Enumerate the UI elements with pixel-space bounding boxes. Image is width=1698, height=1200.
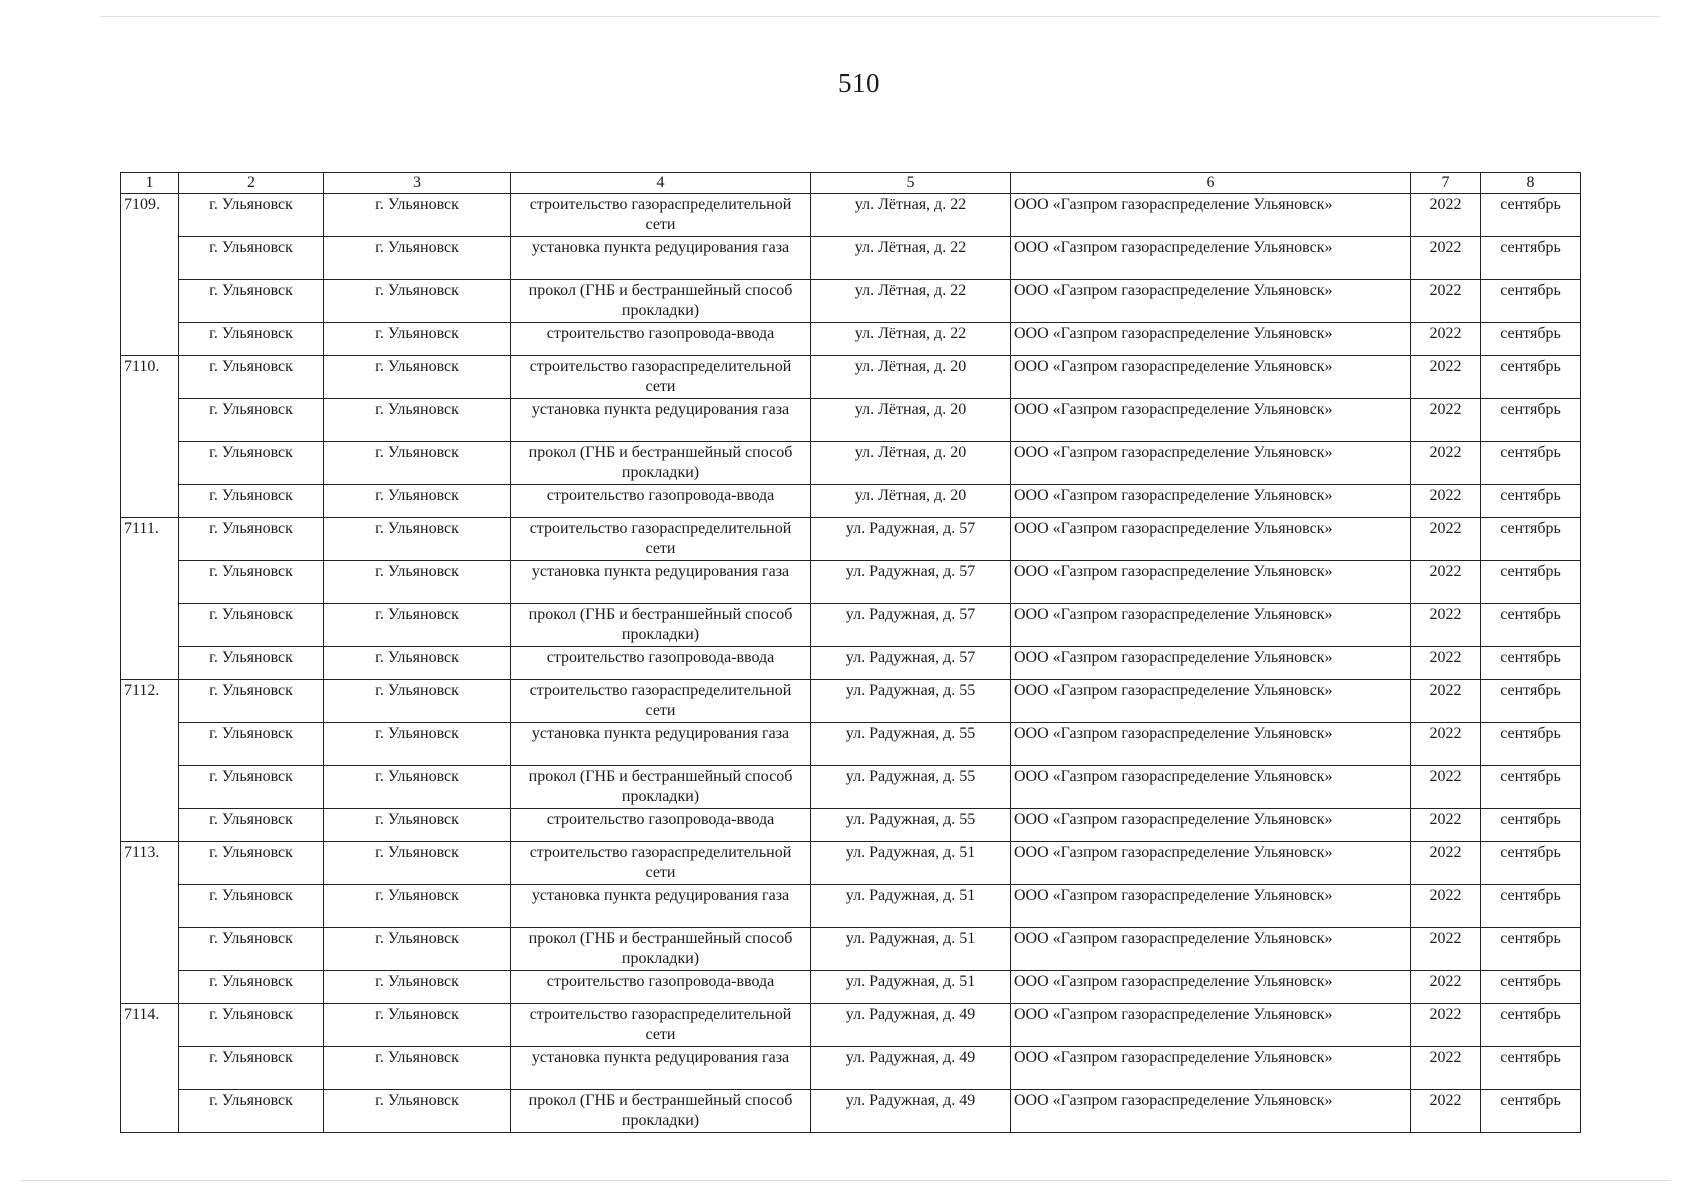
item-number-cell: 7111. bbox=[121, 518, 179, 680]
organization-cell: ООО «Газпром газораспределение Ульяновск» bbox=[1011, 928, 1411, 971]
item-number-cell: 7109. bbox=[121, 194, 179, 356]
month-cell: сентябрь bbox=[1481, 809, 1581, 842]
year-cell: 2022 bbox=[1411, 928, 1481, 971]
municipality-cell: г. Ульяновск bbox=[179, 842, 324, 885]
table-row bbox=[121, 842, 1581, 885]
item-number-cell: 7113. bbox=[121, 842, 179, 1004]
work-type-cell: строительство газопровода-ввода bbox=[511, 485, 811, 518]
municipality-cell: г. Ульяновск bbox=[179, 323, 324, 356]
organization-cell: ООО «Газпром газораспределение Ульяновск» bbox=[1011, 280, 1411, 323]
page-number: 510 bbox=[838, 68, 880, 98]
table-row bbox=[121, 1047, 1581, 1090]
month-cell: сентябрь bbox=[1481, 928, 1581, 971]
municipality-cell: г. Ульяновск bbox=[179, 1004, 324, 1047]
year-cell: 2022 bbox=[1411, 485, 1481, 518]
work-type-cell: прокол (ГНБ и бестраншейный способ прокладки) bbox=[511, 280, 811, 323]
settlement-cell: г. Ульяновск bbox=[324, 604, 511, 647]
work-type-cell: строительство газораспределительной сети bbox=[511, 518, 811, 561]
address-cell: ул. Радужная, д. 49 bbox=[811, 1004, 1011, 1047]
month-cell: сентябрь bbox=[1481, 842, 1581, 885]
organization-cell: ООО «Газпром газораспределение Ульяновск» bbox=[1011, 766, 1411, 809]
work-type-cell: прокол (ГНБ и бестраншейный способ прокладки) bbox=[511, 604, 811, 647]
scan-artifact-bottom-line bbox=[20, 1180, 1670, 1181]
organization-cell: ООО «Газпром газораспределение Ульяновск» bbox=[1011, 561, 1411, 604]
address-cell: ул. Радужная, д. 51 bbox=[811, 885, 1011, 928]
year-cell: 2022 bbox=[1411, 356, 1481, 399]
month-cell: сентябрь bbox=[1481, 356, 1581, 399]
column-header: 2 bbox=[179, 173, 324, 194]
month-cell: сентябрь bbox=[1481, 971, 1581, 1004]
address-cell: ул. Лётная, д. 22 bbox=[811, 194, 1011, 237]
table-row bbox=[121, 356, 1581, 399]
month-cell: сентябрь bbox=[1481, 680, 1581, 723]
month-cell: сентябрь bbox=[1481, 399, 1581, 442]
year-cell: 2022 bbox=[1411, 323, 1481, 356]
table-row bbox=[121, 323, 1581, 356]
year-cell: 2022 bbox=[1411, 842, 1481, 885]
work-type-cell: строительство газопровода-ввода bbox=[511, 647, 811, 680]
organization-cell: ООО «Газпром газораспределение Ульяновск» bbox=[1011, 442, 1411, 485]
table-row bbox=[121, 971, 1581, 1004]
works-schedule-table bbox=[120, 172, 1581, 1133]
organization-cell: ООО «Газпром газораспределение Ульяновск» bbox=[1011, 842, 1411, 885]
work-type-cell: прокол (ГНБ и бестраншейный способ прокладки) bbox=[511, 442, 811, 485]
organization-cell: ООО «Газпром газораспределение Ульяновск» bbox=[1011, 647, 1411, 680]
year-cell: 2022 bbox=[1411, 280, 1481, 323]
table-row bbox=[121, 237, 1581, 280]
table-row bbox=[121, 518, 1581, 561]
address-cell: ул. Лётная, д. 22 bbox=[811, 280, 1011, 323]
scan-artifact-top-line bbox=[100, 16, 1660, 17]
address-cell: ул. Радужная, д. 55 bbox=[811, 723, 1011, 766]
work-type-cell: установка пункта редуцирования газа bbox=[511, 399, 811, 442]
table-row bbox=[121, 647, 1581, 680]
year-cell: 2022 bbox=[1411, 442, 1481, 485]
work-type-cell: установка пункта редуцирования газа bbox=[511, 885, 811, 928]
municipality-cell: г. Ульяновск bbox=[179, 809, 324, 842]
table-row bbox=[121, 928, 1581, 971]
settlement-cell: г. Ульяновск bbox=[324, 399, 511, 442]
month-cell: сентябрь bbox=[1481, 647, 1581, 680]
settlement-cell: г. Ульяновск bbox=[324, 842, 511, 885]
organization-cell: ООО «Газпром газораспределение Ульяновск» bbox=[1011, 809, 1411, 842]
year-cell: 2022 bbox=[1411, 723, 1481, 766]
table-row bbox=[121, 809, 1581, 842]
work-type-cell: строительство газораспределительной сети bbox=[511, 356, 811, 399]
address-cell: ул. Лётная, д. 22 bbox=[811, 323, 1011, 356]
column-header: 5 bbox=[811, 173, 1011, 194]
organization-cell: ООО «Газпром газораспределение Ульяновск» bbox=[1011, 604, 1411, 647]
year-cell: 2022 bbox=[1411, 885, 1481, 928]
settlement-cell: г. Ульяновск bbox=[324, 518, 511, 561]
address-cell: ул. Радужная, д. 51 bbox=[811, 971, 1011, 1004]
table-row bbox=[121, 561, 1581, 604]
municipality-cell: г. Ульяновск bbox=[179, 518, 324, 561]
column-header: 8 bbox=[1481, 173, 1581, 194]
year-cell: 2022 bbox=[1411, 647, 1481, 680]
settlement-cell: г. Ульяновск bbox=[324, 1047, 511, 1090]
settlement-cell: г. Ульяновск bbox=[324, 809, 511, 842]
address-cell: ул. Радужная, д. 55 bbox=[811, 680, 1011, 723]
address-cell: ул. Радужная, д. 49 bbox=[811, 1090, 1011, 1133]
municipality-cell: г. Ульяновск bbox=[179, 1047, 324, 1090]
organization-cell: ООО «Газпром газораспределение Ульяновск» bbox=[1011, 1090, 1411, 1133]
settlement-cell: г. Ульяновск bbox=[324, 323, 511, 356]
year-cell: 2022 bbox=[1411, 971, 1481, 1004]
organization-cell: ООО «Газпром газораспределение Ульяновск» bbox=[1011, 723, 1411, 766]
column-header: 7 bbox=[1411, 173, 1481, 194]
settlement-cell: г. Ульяновск bbox=[324, 680, 511, 723]
month-cell: сентябрь bbox=[1481, 237, 1581, 280]
municipality-cell: г. Ульяновск bbox=[179, 399, 324, 442]
municipality-cell: г. Ульяновск bbox=[179, 885, 324, 928]
work-type-cell: прокол (ГНБ и бестраншейный способ прокладки) bbox=[511, 1090, 811, 1133]
municipality-cell: г. Ульяновск bbox=[179, 485, 324, 518]
address-cell: ул. Радужная, д. 57 bbox=[811, 518, 1011, 561]
municipality-cell: г. Ульяновск bbox=[179, 928, 324, 971]
month-cell: сентябрь bbox=[1481, 323, 1581, 356]
settlement-cell: г. Ульяновск bbox=[324, 356, 511, 399]
column-header: 6 bbox=[1011, 173, 1411, 194]
month-cell: сентябрь bbox=[1481, 766, 1581, 809]
address-cell: ул. Радужная, д. 57 bbox=[811, 604, 1011, 647]
item-number-cell: 7114. bbox=[121, 1004, 179, 1133]
organization-cell: ООО «Газпром газораспределение Ульяновск» bbox=[1011, 194, 1411, 237]
organization-cell: ООО «Газпром газораспределение Ульяновск» bbox=[1011, 1047, 1411, 1090]
settlement-cell: г. Ульяновск bbox=[324, 723, 511, 766]
work-type-cell: строительство газораспределительной сети bbox=[511, 1004, 811, 1047]
year-cell: 2022 bbox=[1411, 194, 1481, 237]
work-type-cell: установка пункта редуцирования газа bbox=[511, 237, 811, 280]
municipality-cell: г. Ульяновск bbox=[179, 442, 324, 485]
year-cell: 2022 bbox=[1411, 561, 1481, 604]
municipality-cell: г. Ульяновск bbox=[179, 280, 324, 323]
year-cell: 2022 bbox=[1411, 809, 1481, 842]
settlement-cell: г. Ульяновск bbox=[324, 647, 511, 680]
settlement-cell: г. Ульяновск bbox=[324, 971, 511, 1004]
month-cell: сентябрь bbox=[1481, 885, 1581, 928]
month-cell: сентябрь bbox=[1481, 1004, 1581, 1047]
table-row bbox=[121, 766, 1581, 809]
municipality-cell: г. Ульяновск bbox=[179, 647, 324, 680]
municipality-cell: г. Ульяновск bbox=[179, 604, 324, 647]
year-cell: 2022 bbox=[1411, 1047, 1481, 1090]
month-cell: сентябрь bbox=[1481, 561, 1581, 604]
table-row bbox=[121, 885, 1581, 928]
column-header: 3 bbox=[324, 173, 511, 194]
table-row bbox=[121, 723, 1581, 766]
settlement-cell: г. Ульяновск bbox=[324, 561, 511, 604]
organization-cell: ООО «Газпром газораспределение Ульяновск» bbox=[1011, 680, 1411, 723]
month-cell: сентябрь bbox=[1481, 194, 1581, 237]
address-cell: ул. Радужная, д. 51 bbox=[811, 842, 1011, 885]
municipality-cell: г. Ульяновск bbox=[179, 723, 324, 766]
organization-cell: ООО «Газпром газораспределение Ульяновск» bbox=[1011, 323, 1411, 356]
work-type-cell: строительство газопровода-ввода bbox=[511, 323, 811, 356]
municipality-cell: г. Ульяновск bbox=[179, 194, 324, 237]
month-cell: сентябрь bbox=[1481, 518, 1581, 561]
settlement-cell: г. Ульяновск bbox=[324, 237, 511, 280]
table-row bbox=[121, 280, 1581, 323]
work-type-cell: строительство газопровода-ввода bbox=[511, 809, 811, 842]
table-row bbox=[121, 194, 1581, 237]
table-row bbox=[121, 442, 1581, 485]
organization-cell: ООО «Газпром газораспределение Ульяновск» bbox=[1011, 971, 1411, 1004]
settlement-cell: г. Ульяновск bbox=[324, 280, 511, 323]
work-type-cell: прокол (ГНБ и бестраншейный способ прокладки) bbox=[511, 766, 811, 809]
address-cell: ул. Лётная, д. 20 bbox=[811, 356, 1011, 399]
address-cell: ул. Лётная, д. 20 bbox=[811, 442, 1011, 485]
table-body bbox=[121, 194, 1581, 1133]
work-type-cell: строительство газораспределительной сети bbox=[511, 842, 811, 885]
work-type-cell: установка пункта редуцирования газа bbox=[511, 723, 811, 766]
address-cell: ул. Лётная, д. 22 bbox=[811, 237, 1011, 280]
table-row bbox=[121, 399, 1581, 442]
year-cell: 2022 bbox=[1411, 518, 1481, 561]
month-cell: сентябрь bbox=[1481, 485, 1581, 518]
year-cell: 2022 bbox=[1411, 399, 1481, 442]
month-cell: сентябрь bbox=[1481, 280, 1581, 323]
address-cell: ул. Лётная, д. 20 bbox=[811, 399, 1011, 442]
address-cell: ул. Радужная, д. 57 bbox=[811, 561, 1011, 604]
work-type-cell: прокол (ГНБ и бестраншейный способ прокладки) bbox=[511, 928, 811, 971]
month-cell: сентябрь bbox=[1481, 604, 1581, 647]
settlement-cell: г. Ульяновск bbox=[324, 885, 511, 928]
settlement-cell: г. Ульяновск bbox=[324, 1004, 511, 1047]
year-cell: 2022 bbox=[1411, 1004, 1481, 1047]
settlement-cell: г. Ульяновск bbox=[324, 485, 511, 518]
item-number-cell: 7110. bbox=[121, 356, 179, 518]
organization-cell: ООО «Газпром газораспределение Ульяновск» bbox=[1011, 885, 1411, 928]
municipality-cell: г. Ульяновск bbox=[179, 971, 324, 1004]
year-cell: 2022 bbox=[1411, 766, 1481, 809]
organization-cell: ООО «Газпром газораспределение Ульяновск» bbox=[1011, 518, 1411, 561]
organization-cell: ООО «Газпром газораспределение Ульяновск» bbox=[1011, 237, 1411, 280]
column-header: 4 bbox=[511, 173, 811, 194]
item-number-cell: 7112. bbox=[121, 680, 179, 842]
year-cell: 2022 bbox=[1411, 604, 1481, 647]
work-type-cell: строительство газораспределительной сети bbox=[511, 194, 811, 237]
work-type-cell: установка пункта редуцирования газа bbox=[511, 561, 811, 604]
settlement-cell: г. Ульяновск bbox=[324, 1090, 511, 1133]
month-cell: сентябрь bbox=[1481, 1047, 1581, 1090]
work-type-cell: строительство газораспределительной сети bbox=[511, 680, 811, 723]
address-cell: ул. Радужная, д. 55 bbox=[811, 766, 1011, 809]
municipality-cell: г. Ульяновск bbox=[179, 1090, 324, 1133]
organization-cell: ООО «Газпром газораспределение Ульяновск» bbox=[1011, 1004, 1411, 1047]
year-cell: 2022 bbox=[1411, 680, 1481, 723]
organization-cell: ООО «Газпром газораспределение Ульяновск» bbox=[1011, 399, 1411, 442]
year-cell: 2022 bbox=[1411, 237, 1481, 280]
organization-cell: ООО «Газпром газораспределение Ульяновск» bbox=[1011, 485, 1411, 518]
month-cell: сентябрь bbox=[1481, 723, 1581, 766]
table-row bbox=[121, 1090, 1581, 1133]
address-cell: ул. Радужная, д. 57 bbox=[811, 647, 1011, 680]
year-cell: 2022 bbox=[1411, 1090, 1481, 1133]
municipality-cell: г. Ульяновск bbox=[179, 766, 324, 809]
table-row bbox=[121, 485, 1581, 518]
municipality-cell: г. Ульяновск bbox=[179, 680, 324, 723]
work-type-cell: строительство газопровода-ввода bbox=[511, 971, 811, 1004]
organization-cell: ООО «Газпром газораспределение Ульяновск» bbox=[1011, 356, 1411, 399]
table-row bbox=[121, 680, 1581, 723]
month-cell: сентябрь bbox=[1481, 1090, 1581, 1133]
settlement-cell: г. Ульяновск bbox=[324, 766, 511, 809]
table-row bbox=[121, 604, 1581, 647]
table-row bbox=[121, 1004, 1581, 1047]
settlement-cell: г. Ульяновск bbox=[324, 442, 511, 485]
column-header: 1 bbox=[121, 173, 179, 194]
month-cell: сентябрь bbox=[1481, 442, 1581, 485]
address-cell: ул. Радужная, д. 51 bbox=[811, 928, 1011, 971]
work-type-cell: установка пункта редуцирования газа bbox=[511, 1047, 811, 1090]
municipality-cell: г. Ульяновск bbox=[179, 237, 324, 280]
header-row bbox=[121, 173, 1581, 194]
municipality-cell: г. Ульяновск bbox=[179, 561, 324, 604]
address-cell: ул. Лётная, д. 20 bbox=[811, 485, 1011, 518]
address-cell: ул. Радужная, д. 49 bbox=[811, 1047, 1011, 1090]
settlement-cell: г. Ульяновск bbox=[324, 928, 511, 971]
municipality-cell: г. Ульяновск bbox=[179, 356, 324, 399]
address-cell: ул. Радужная, д. 55 bbox=[811, 809, 1011, 842]
settlement-cell: г. Ульяновск bbox=[324, 194, 511, 237]
